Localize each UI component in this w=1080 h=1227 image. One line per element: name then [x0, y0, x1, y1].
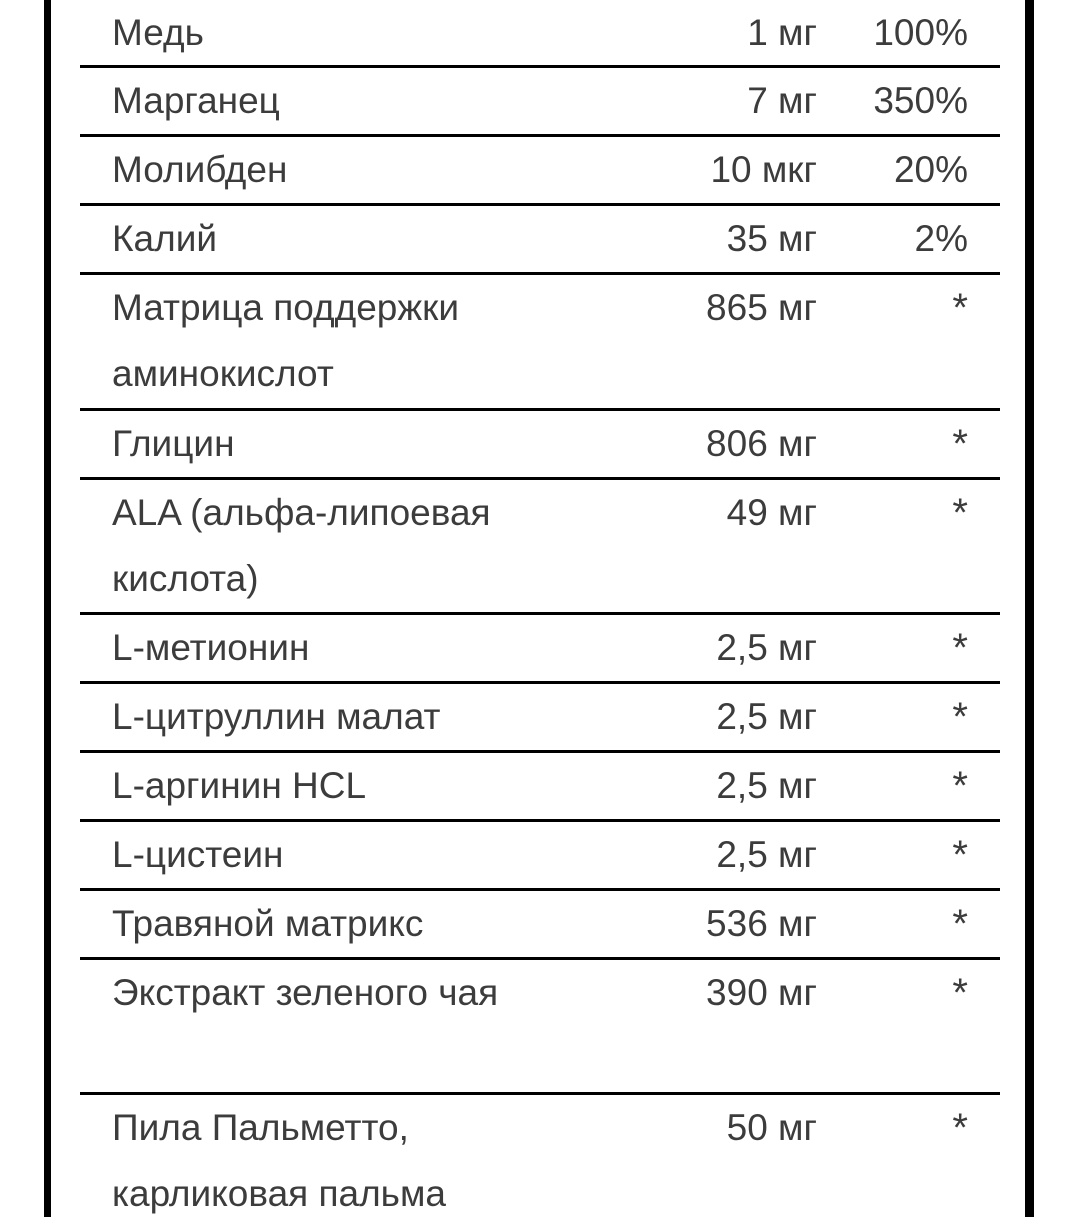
daily-value: 100% [873, 12, 968, 53]
table-row [80, 1095, 1000, 1219]
table-row [80, 684, 1000, 753]
daily-value: * [952, 626, 968, 670]
daily-value: * [952, 422, 968, 466]
table-row [80, 822, 1000, 891]
table-row [80, 480, 1000, 615]
ingredient-amount: 2,5 мг [716, 834, 817, 875]
ingredient-amount: 536 мг [706, 903, 817, 944]
ingredient-name: Пила Пальметто, карликовая пальма [112, 1107, 446, 1214]
daily-value: * [952, 833, 968, 877]
ingredient-name: Матрица поддержки аминокислот [112, 287, 459, 394]
ingredient-amount: 2,5 мг [716, 627, 817, 668]
daily-value: * [952, 902, 968, 946]
ingredient-name: Травяной матрикс [112, 903, 424, 944]
ingredient-name: Марганец [112, 80, 280, 121]
right-border [1025, 0, 1034, 1217]
daily-value: * [952, 764, 968, 808]
ingredient-amount: 806 мг [706, 423, 817, 464]
table-row [80, 0, 1000, 68]
daily-value: 350% [873, 80, 968, 121]
daily-value: * [952, 695, 968, 739]
ingredient-name: Глицин [112, 423, 235, 464]
ingredient-name: ALA (альфа-липоевая кислота) [112, 492, 491, 599]
table-row [80, 891, 1000, 960]
ingredient-amount: 865 мг [706, 287, 817, 328]
table-row [80, 206, 1000, 275]
ingredient-name: L-аргинин HCL [112, 765, 367, 806]
ingredient-amount: 50 мг [726, 1107, 817, 1148]
ingredient-amount: 2,5 мг [716, 765, 817, 806]
ingredient-amount: 1 мг [747, 12, 817, 53]
table-row [80, 137, 1000, 206]
ingredient-amount: 390 мг [706, 972, 817, 1013]
ingredient-name: Калий [112, 218, 218, 259]
ingredient-name: L-метионин [112, 627, 310, 668]
daily-value: * [952, 1106, 968, 1150]
table-row [80, 275, 1000, 411]
ingredient-name: Медь [112, 12, 204, 53]
table-row [80, 615, 1000, 684]
table-row [80, 753, 1000, 822]
nutrition-table [80, 0, 1000, 1219]
ingredient-name: L-цистеин [112, 834, 284, 875]
ingredient-amount: 49 мг [726, 492, 817, 533]
daily-value: * [952, 971, 968, 1015]
ingredient-amount: 35 мг [726, 218, 817, 259]
ingredient-amount: 10 мкг [710, 149, 817, 190]
ingredient-amount: 2,5 мг [716, 696, 817, 737]
daily-value: 2% [914, 218, 968, 259]
ingredient-name: Молибден [112, 149, 288, 190]
table-row [80, 960, 1000, 1095]
table-row [80, 68, 1000, 137]
ingredient-name: Экстракт зеленого чая [112, 972, 499, 1013]
ingredient-name: L-цитруллин малат [112, 696, 441, 737]
table-row [80, 411, 1000, 480]
daily-value: * [952, 491, 968, 535]
daily-value: * [952, 286, 968, 330]
ingredient-amount: 7 мг [747, 80, 817, 121]
left-border [44, 0, 51, 1217]
daily-value: 20% [893, 149, 968, 190]
